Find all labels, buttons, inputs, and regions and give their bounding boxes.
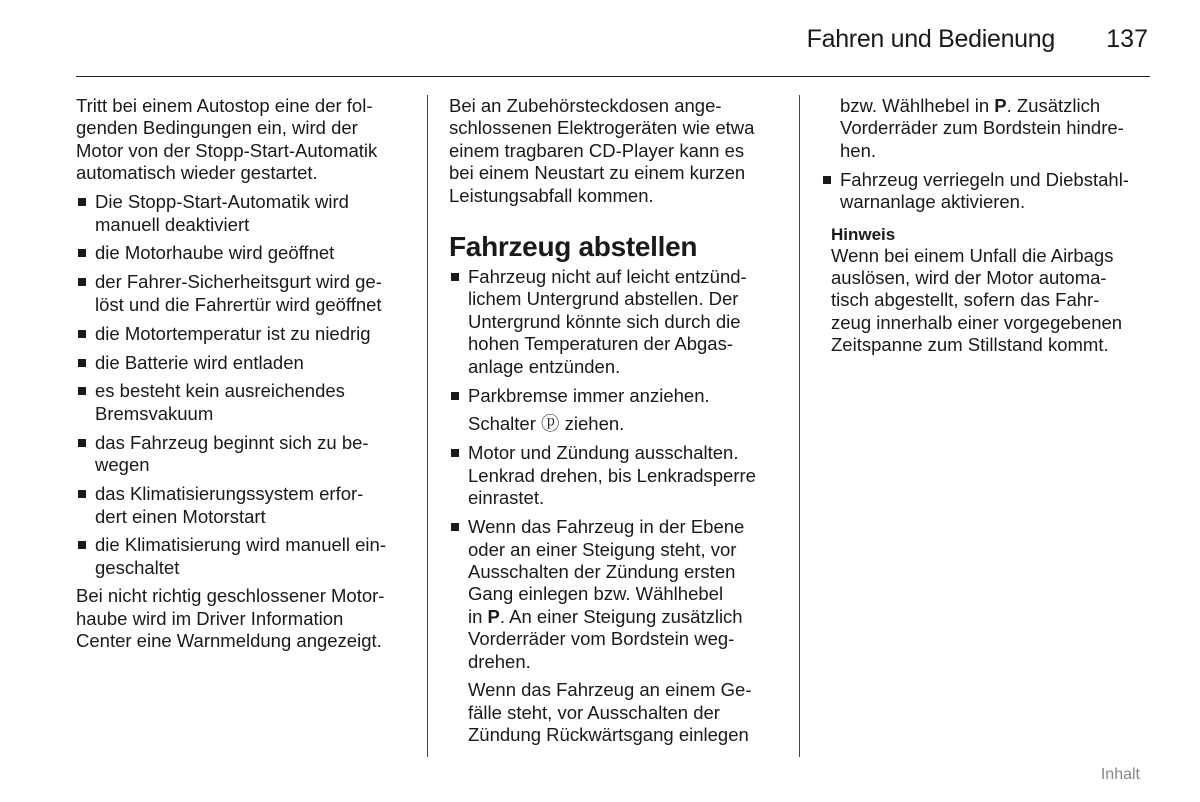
text-run: Wenn das Fahrzeug in der Ebene oder an einer Steigung steht, vor Ausschalten der Zündung ersten Gang einlegen bzw. Wählhebel in bbox=[468, 516, 745, 627]
list-item-text: Die Stopp-Start-Automatik wird manuell deaktiviert bbox=[95, 191, 349, 235]
parking-brake-switch-note: Schalter ⓟ ziehen. bbox=[468, 413, 625, 435]
note-body: Wenn bei einem Unfall die Airbags auslösen, wird der Motor automa- tisch abgestellt, sofern das Fahr- zeug innerhalb einer vorgegebenen Zeitspanne zum Stillstand kommt. bbox=[831, 244, 1123, 356]
list-item bbox=[76, 352, 414, 374]
restart-conditions-list bbox=[76, 191, 414, 579]
list-item bbox=[76, 483, 414, 528]
hood-warning-paragraph: Bei nicht richtig geschlossener Motor- haube wird im Driver Information Center eine Warnmeldung angezeigt. bbox=[76, 585, 385, 652]
list-item bbox=[76, 534, 414, 579]
page-number: 137 bbox=[1106, 25, 1148, 53]
bullet-icon bbox=[823, 176, 831, 184]
list-item-text bbox=[468, 516, 744, 671]
list-item bbox=[821, 169, 1155, 214]
bullet-icon bbox=[78, 278, 86, 286]
column-1 bbox=[76, 95, 414, 652]
column-3 bbox=[821, 95, 1155, 357]
bullet-icon bbox=[78, 330, 86, 338]
list-item bbox=[449, 516, 784, 673]
list-item-text: Parkbremse immer anziehen. bbox=[468, 384, 710, 406]
list-item bbox=[76, 191, 414, 236]
list-item-text: das Fahrzeug beginnt sich zu be- wegen bbox=[95, 431, 369, 476]
list-item bbox=[449, 266, 784, 378]
bullet-icon bbox=[78, 359, 86, 367]
page-header-title: Fahren und Bedienung bbox=[806, 25, 1055, 53]
text-run: bzw. Wählhebel in bbox=[840, 95, 995, 116]
list-item bbox=[449, 385, 784, 407]
list-item-text: Fahrzeug nicht auf leicht entzünd- lichem Untergrund abstellen. Der Untergrund könnte sich durch die hohen Temperaturen der Abgas- anlage entzünden. bbox=[468, 266, 747, 377]
contents-link[interactable]: Inhalt bbox=[1100, 766, 1140, 783]
list-item-text: das Klimatisierungssystem erfor- dert einen Motorstart bbox=[95, 483, 364, 527]
bullet-icon bbox=[78, 198, 86, 206]
list-item-text: die Motortemperatur ist zu niedrig bbox=[95, 322, 371, 344]
bullet-icon bbox=[451, 273, 459, 281]
header-rule bbox=[76, 76, 1150, 77]
parking-steps-list-continued bbox=[449, 442, 784, 673]
text-run: . An einer Steigung zusätzlich Vorderräder vom Bordstein weg- drehen. bbox=[468, 605, 743, 672]
list-item bbox=[449, 442, 784, 509]
bullet-icon bbox=[451, 392, 459, 400]
slope-instruction-paragraph: Wenn das Fahrzeug an einem Ge- fälle steht, vor Ausschalten der Zündung Rückwärtsgang einlegen bbox=[468, 679, 752, 746]
accessory-socket-paragraph: Bei an Zubehörsteckdosen ange- schlossenen Elektrogeräten wie etwa einem tragbaren CD-Player kann es bei einem Neustart zu einem kurzen Leistungsabfall kommen. bbox=[449, 95, 755, 206]
gear-p-label: P bbox=[487, 605, 500, 627]
list-item-text: Motor und Zündung ausschalten. Lenkrad drehen, bis Lenkradsperre einrastet. bbox=[468, 442, 756, 509]
parking-steps-list bbox=[449, 266, 784, 407]
bullet-icon bbox=[78, 541, 86, 549]
bullet-icon bbox=[78, 387, 86, 395]
column-divider-right bbox=[799, 95, 800, 757]
bullet-icon bbox=[451, 523, 459, 531]
list-item-text: Fahrzeug verriegeln und Diebstahl- warnanlage aktivieren. bbox=[840, 168, 1129, 213]
bullet-icon bbox=[78, 490, 86, 498]
list-item-text: der Fahrer-Sicherheitsgurt wird ge- löst und die Fahrertür wird geöffnet bbox=[95, 271, 382, 315]
text-run: . Zusätzlich Vorderräder zum Bordstein hindre- hen. bbox=[840, 95, 1124, 161]
column-2 bbox=[449, 95, 784, 747]
note-heading: Hinweis bbox=[831, 224, 896, 244]
list-item-text: die Batterie wird entladen bbox=[95, 351, 304, 373]
list-item-text: die Motorhaube wird geöffnet bbox=[95, 242, 335, 264]
restart-conditions-intro: Tritt bei einem Autostop eine der fol- genden Bedingungen ein, wird der Motor von der Stopp-Start-Automatik automatisch wieder gestartet. bbox=[76, 95, 378, 184]
list-item bbox=[76, 242, 414, 264]
list-item bbox=[76, 271, 414, 316]
bullet-icon bbox=[78, 249, 86, 257]
list-item bbox=[76, 380, 414, 425]
list-item bbox=[76, 432, 414, 477]
locking-steps-list bbox=[821, 169, 1155, 214]
bullet-icon bbox=[451, 449, 459, 457]
list-item bbox=[76, 323, 414, 345]
column-divider-left bbox=[427, 95, 428, 757]
list-item-text: es besteht kein ausreichendes Bremsvakuum bbox=[95, 380, 345, 424]
bullet-icon bbox=[78, 439, 86, 447]
section-heading: Fahrzeug abstellen bbox=[449, 231, 698, 263]
gear-p-label: P bbox=[994, 95, 1007, 116]
slope-instruction-continued bbox=[821, 95, 1155, 162]
list-item-text: die Klimatisierung wird manuell ein- geschaltet bbox=[95, 534, 386, 578]
